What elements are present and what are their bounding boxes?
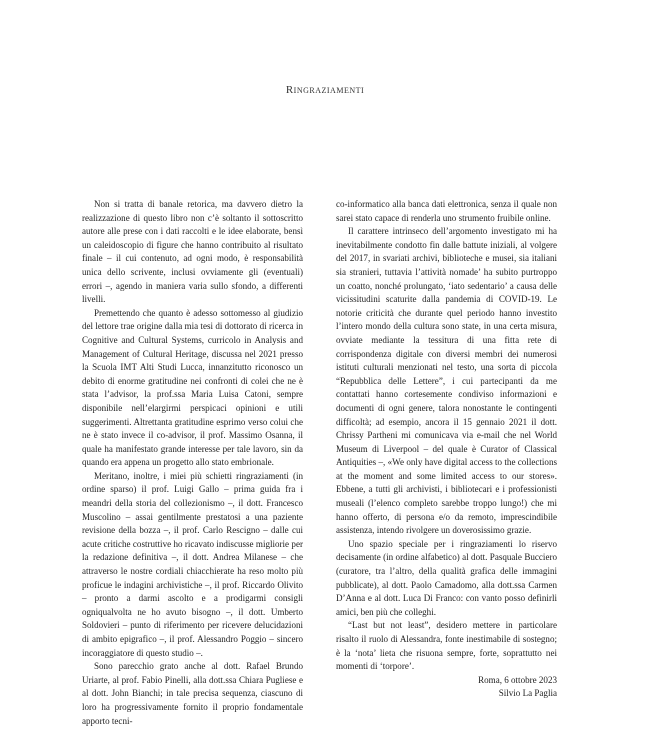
author-name: Silvio La Paglia [498,688,557,699]
paragraph: co-informatico alla banca dati elettronica, senza il quale non sarei stato capace di renderla uno strumento fruibile online. [336,199,557,223]
paragraph: Sono parecchio grato anche al dott. Rafael Brundo Uriarte, al prof. Fabio Pinelli, alla dott.ssa Chiara Pugliese e al dott. John Bianchi; in tale precisa sequenza, ciascuno di loro ha progressivamente fornito il proprio fondamentale apporto tecni- [82,661,303,726]
paragraph: Non si tratta di banale retorica, ma davvero dietro la realizzazione di questo libro non c’è soltanto il sottoscritto autore alle prese con i dati raccolti e le idee elaborate, bensì un caleidoscopio di figure che hanno contribuito al risultato finale – il cui contenuto, ad ogni modo, è responsabilità unica dello scrivente, inclusi ovviamente gli (eventuali) errori –, agendo in maniera varia sullo sfondo, a differenti livelli. [82,199,303,305]
paragraph: “Last but not least”, desidero mettere in particolare risalto il ruolo di Alessandra, fonte inestimabile di sostegno; è la ‘nota’ lieta che risuona sempre, forte, soprattutto nei momenti di ‘torpore’. [336,620,557,672]
paragraph: Il carattere intrinseco dell’argomento investigato mi ha inevitabilmente condotto fin dalle battute iniziali, al volgere del 2017, in svariati archivi, biblioteche e musei, sia italiani sia stranieri, tuttavia l’attività nomade’ ha subito purtroppo un coatto, nonché prolungato, ‘iato sedentario’ a causa delle vicissitudini scaturite dalla pandemia di COVID-19. Le notorie criticità che durante quel periodo hanno investito l’intero mondo della cultura sono state, in una certa misura, ovviate mediante la tessitura di una fitta rete di corrispondenza digitale con diversi membri dei numerosi istituti culturali menzionati nel testo, una sorta di piccola “Repubblica delle Lettere”, i cui partecipanti da me contattati hanno cortesemente condiviso informazioni e documenti di ogni genere, talora nonostante le contingenti difficoltà; ad esempio, ancora il 15 gennaio 2021 il dott. Chrissy Partheni mi comunicava via e-mail che nel World Museum di Liverpool – del quale è Curator of Classical Antiquities –, «We only have digital access to the collections at the moment and some limited access to our stores». Ebbene, a tutti gli archivisti, i bibliotecari e i professionisti museali (l’elenco completo sarebbe troppo lungo!) che mi hanno offerto, di persona e/o da remoto, imprescindibile assistenza, intendo rivolgere un doverosissimo grazie. [336,226,557,536]
page-heading [0,84,650,96]
signature-block [336,674,557,701]
left-column [82,198,303,728]
place-date: Roma, 6 ottobre 2023 [478,674,557,685]
page-heading-text: Ringraziamenti [285,84,365,96]
paragraph: Meritano, inoltre, i miei più schietti ringraziamenti (in ordine sparso) il prof. Luigi Gallo – prima guida fra i meandri della storia del collezionismo –, il dott. Francesco Muscolino – assai gentilmente prestatosi a una paziente revisione della bozza –, il prof. Carlo Rescigno – dalle cui acute critiche costruttive ho ricavato indiscusse migliorie per la redazione definitiva –, il dott. Andrea Milanese – che attraverso le nostre cordiali chiacchierate ha reso molto più proficue le indagini archivistiche –, il prof. Riccardo Olivito – pronto a darmi ascolto e a prodigarmi consigli ogniqualvolta ne ho avuto bisogno –, il dott. Umberto Soldovieri – punto di riferimento per ricevere delucidazioni di ambito epigrafico –, il prof. Alessandro Poggio – sincero incoraggiatore di questo studio –. [82,470,303,658]
right-column [336,198,557,701]
paragraph: Premettendo che quanto è adesso sottomesso al giudizio del lettore trae origine dalla mia tesi di dottorato di ricerca in Cognitive and Cultural Systems, curricolo in Analysis and Management of Cultural Heritage, discussa nel 2021 presso la Scuola IMT Alti Studi Lucca, innanzitutto riconosco un debito di enorme gratitudine nei confronti di colei che ne è stata l’advisor, la prof.ssa Maria Luisa Catoni, sempre disponibile nell’elargirmi perspicaci opinioni e utili suggerimenti. Altrettanta gratitudine esprimo verso colui che ne è stato invece il co-advisor, il prof. Massimo Osanna, il quale ha manifestato grande interesse per tale lavoro, sin da quando era appena un progetto allo stato embrionale. [82,307,303,468]
paragraph: Uno spazio speciale per i ringraziamenti lo riservo decisamente (in ordine alfabetico) al dott. Pasquale Bucciero (curatore, tra l’altro, della qualità grafica delle immagini pubblicate), al dott. Paolo Camadomo, alla dott.ssa Carmen D’Anna e al dott. Luca Di Franco: con vanto posso definirli amici, ben più che colleghi. [336,538,557,617]
